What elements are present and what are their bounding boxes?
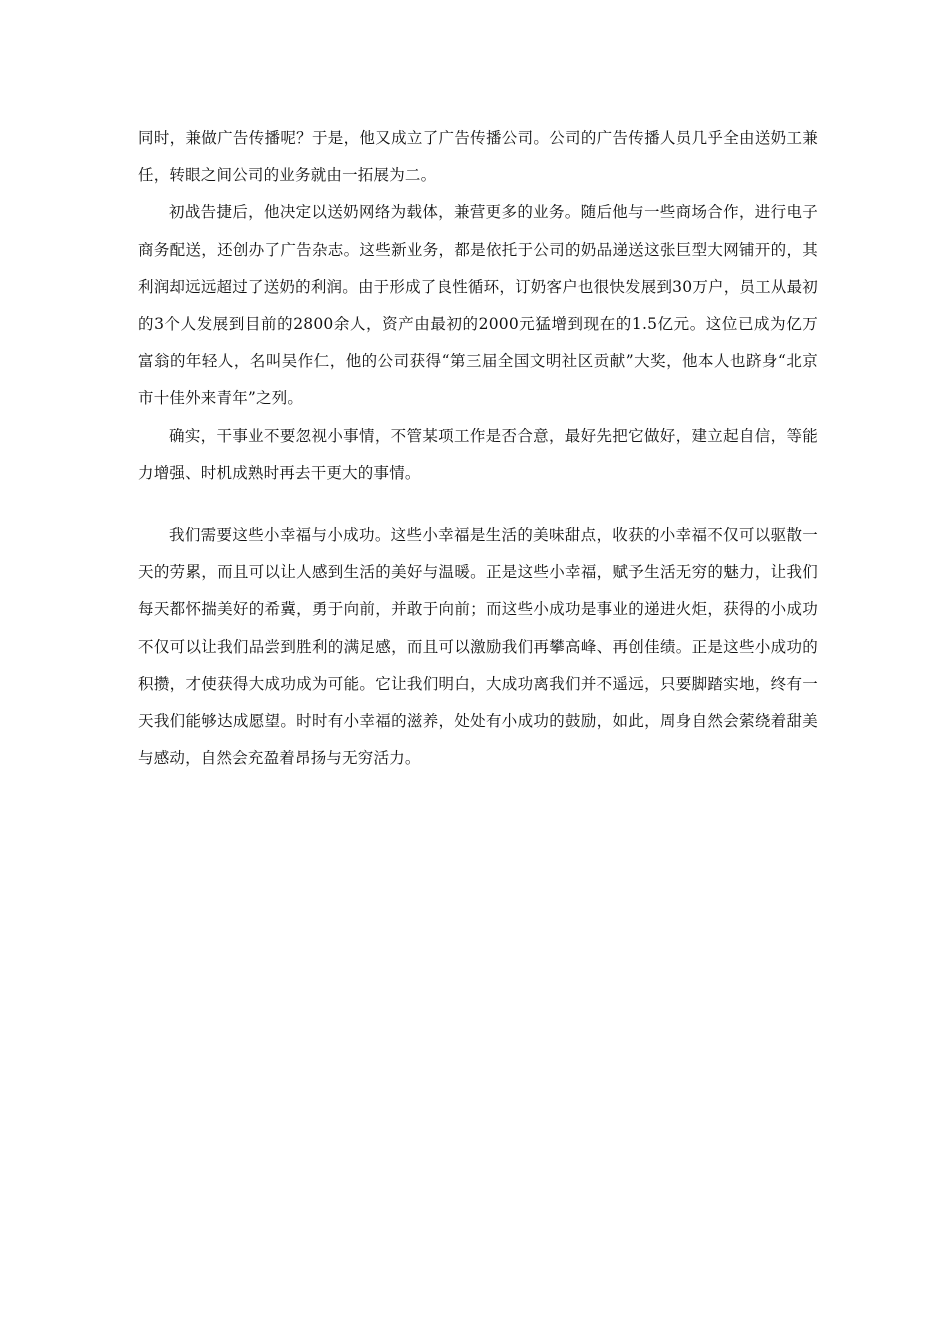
paragraph-spacer bbox=[138, 492, 818, 517]
document-body bbox=[138, 120, 818, 777]
paragraph-4: 我们需要这些小幸福与小成功。这些小幸福是生活的美味甜点，收获的小幸福不仅可以驱散一天的劳累，而且可以让人感到生活的美好与温暖。正是这些小幸福，赋予生活无穷的魅力，让我们每天都怀揣美好的希冀，勇于向前，并敢于向前；而这些小成功是事业的递进火炬，获得的小成功不仅可以让我们品尝到胜利的满足感，而且可以激励我们再攀高峰、再创佳绩。正是这些小成功的积攒，才使获得大成功成为可能。它让我们明白，大成功离我们并不遥远，只要脚踏实地，终有一天我们能够达成愿望。时时有小幸福的滋养，处处有小成功的鼓励，如此，周身自然会萦绕着甜美与感动，自然会充盈着昂扬与无穷活力。 bbox=[138, 526, 818, 768]
paragraph-2: 初战告捷后，他决定以送奶网络为载体，兼营更多的业务。随后他与一些商场合作，进行电子商务配送，还创办了广告杂志。这些新业务，都是依托于公司的奶品递送这张巨型大网铺开的，其利润却远远超过了送奶的利润。由于形成了良性循环，订奶客户也很快发展到30万户，员工从最初的3个人发展到目前的2800余人，资产由最初的2000元猛增到现在的1.5亿元。这位已成为亿万富翁的年轻人，名叫吴作仁，他的公司获得“第三届全国文明社区贡献”大奖，他本人也跻身“北京市十佳外来青年”之列。 bbox=[138, 203, 818, 408]
paragraph-1: 同时，兼做广告传播呢？于是，他又成立了广告传播公司。公司的广告传播人员几乎全由送奶工兼任，转眼之间公司的业务就由一拓展为二。 bbox=[138, 129, 818, 185]
paragraph-3: 确实，干事业不要忽视小事情，不管某项工作是否合意，最好先把它做好，建立起自信，等能力增强、时机成熟时再去干更大的事情。 bbox=[138, 426, 818, 482]
